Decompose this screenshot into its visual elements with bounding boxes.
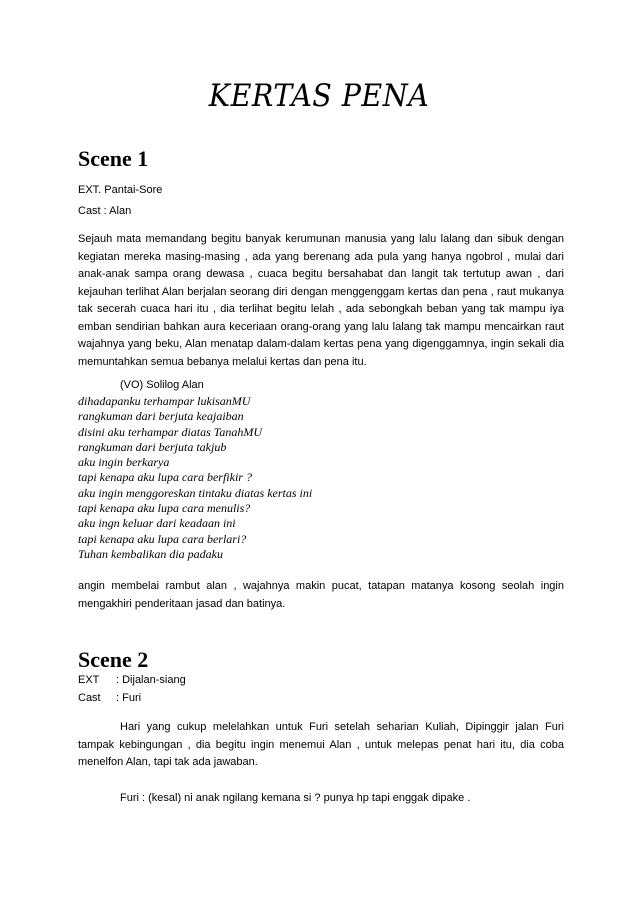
poem-line: disini aku terhampar diatas TanahMU — [78, 424, 263, 439]
poem-line: tapi kenapa aku lupa cara berlari? — [78, 531, 247, 546]
poem-line: aku ingn keluar dari keadaan ini — [78, 516, 236, 531]
scene-1-cast: Cast : Alan — [78, 205, 132, 217]
scene-1-location: EXT. Pantai-Sore — [78, 184, 163, 196]
poem-line: dihadapanku terhampar lukisanMU — [78, 394, 251, 408]
poem-line: tapi kenapa aku lupa cara menulis? — [78, 501, 251, 516]
poem-line: rangkuman dari berjuta keajaiban — [78, 409, 244, 424]
scene-2-cast-label: Cast — [78, 692, 101, 704]
scene-2-cast-value: : Furi — [116, 692, 142, 704]
poem-line: rangkuman dari berjuta takjub — [78, 439, 227, 454]
scene-1-vo-label: (VO) Solilog Alan — [120, 379, 204, 391]
scene-2-ext-row — [78, 674, 186, 686]
scene-2-ext-value: : Dijalan-siang — [116, 674, 186, 686]
scene-2-heading: Scene 2 — [78, 647, 149, 672]
poem-line: aku ingin menggoreskan tintaku diatas kertas ini — [78, 485, 313, 500]
scene-1-closing: angin membelai rambut alan , wajahnya makin pucat, tatapan matanya kosong seolah ingin mengakhiri penderitaan jasad dan batinya. — [78, 580, 564, 610]
scene-1-heading: Scene 1 — [78, 146, 149, 171]
poem-line: aku ingin berkarya — [78, 455, 170, 470]
poem-line: Tuhan kembalikan dia padaku — [78, 546, 223, 561]
scene-2-ext-label: EXT — [78, 674, 100, 686]
scene-2-dialogue: Furi : (kesal) ni anak ngilang kemana si ? punya hp tapi enggak dipake . — [120, 792, 471, 804]
scene-2-cast-row — [78, 692, 141, 704]
document-title: KERTAS PENA — [208, 78, 430, 114]
scene-1-poem — [78, 394, 564, 562]
poem-line: tapi kenapa aku lupa cara berfikir ? — [78, 470, 252, 485]
scene-1-paragraph: Sejauh mata memandang begitu banyak kerumunan manusia yang lalu lalang dan sibuk dengan kegiatan mereka masing-masing , ada yang berenang ada pula yang hanya ngobrol , mulai dari anak-anak sampa orang dewasa , cuaca begitu bersahabat dan langit tak tertutup awan , dari kejauhan terlihat Alan berjalan seorang diri dengan menggenggam kertas dan pena , raut mukanya tak secerah cuaca hari itu , dia terlihat begitu lelah , ada sebongkah beban yang tak mampu iya emban sendirian bahkan aura keceriaan orang-orang yang lalu lalang tak mampu mencairkan raut wajahnya yang beku, Alan menatap dalam-dalam kertas pena yang digenggamnya, ingin sekali dia memuntahkan semua bebanya melalui kertas dan pena itu. — [78, 233, 564, 368]
scene-2-paragraph: Hari yang cukup melelahkan untuk Furi setelah seharian Kuliah, Dipinggir jalan Furi tampak kebingungan , dia begitu ingin menemui Alan , untuk melepas penat hari itu, dia coba menelfon Alan, tapi tak ada jawaban. — [78, 721, 564, 768]
